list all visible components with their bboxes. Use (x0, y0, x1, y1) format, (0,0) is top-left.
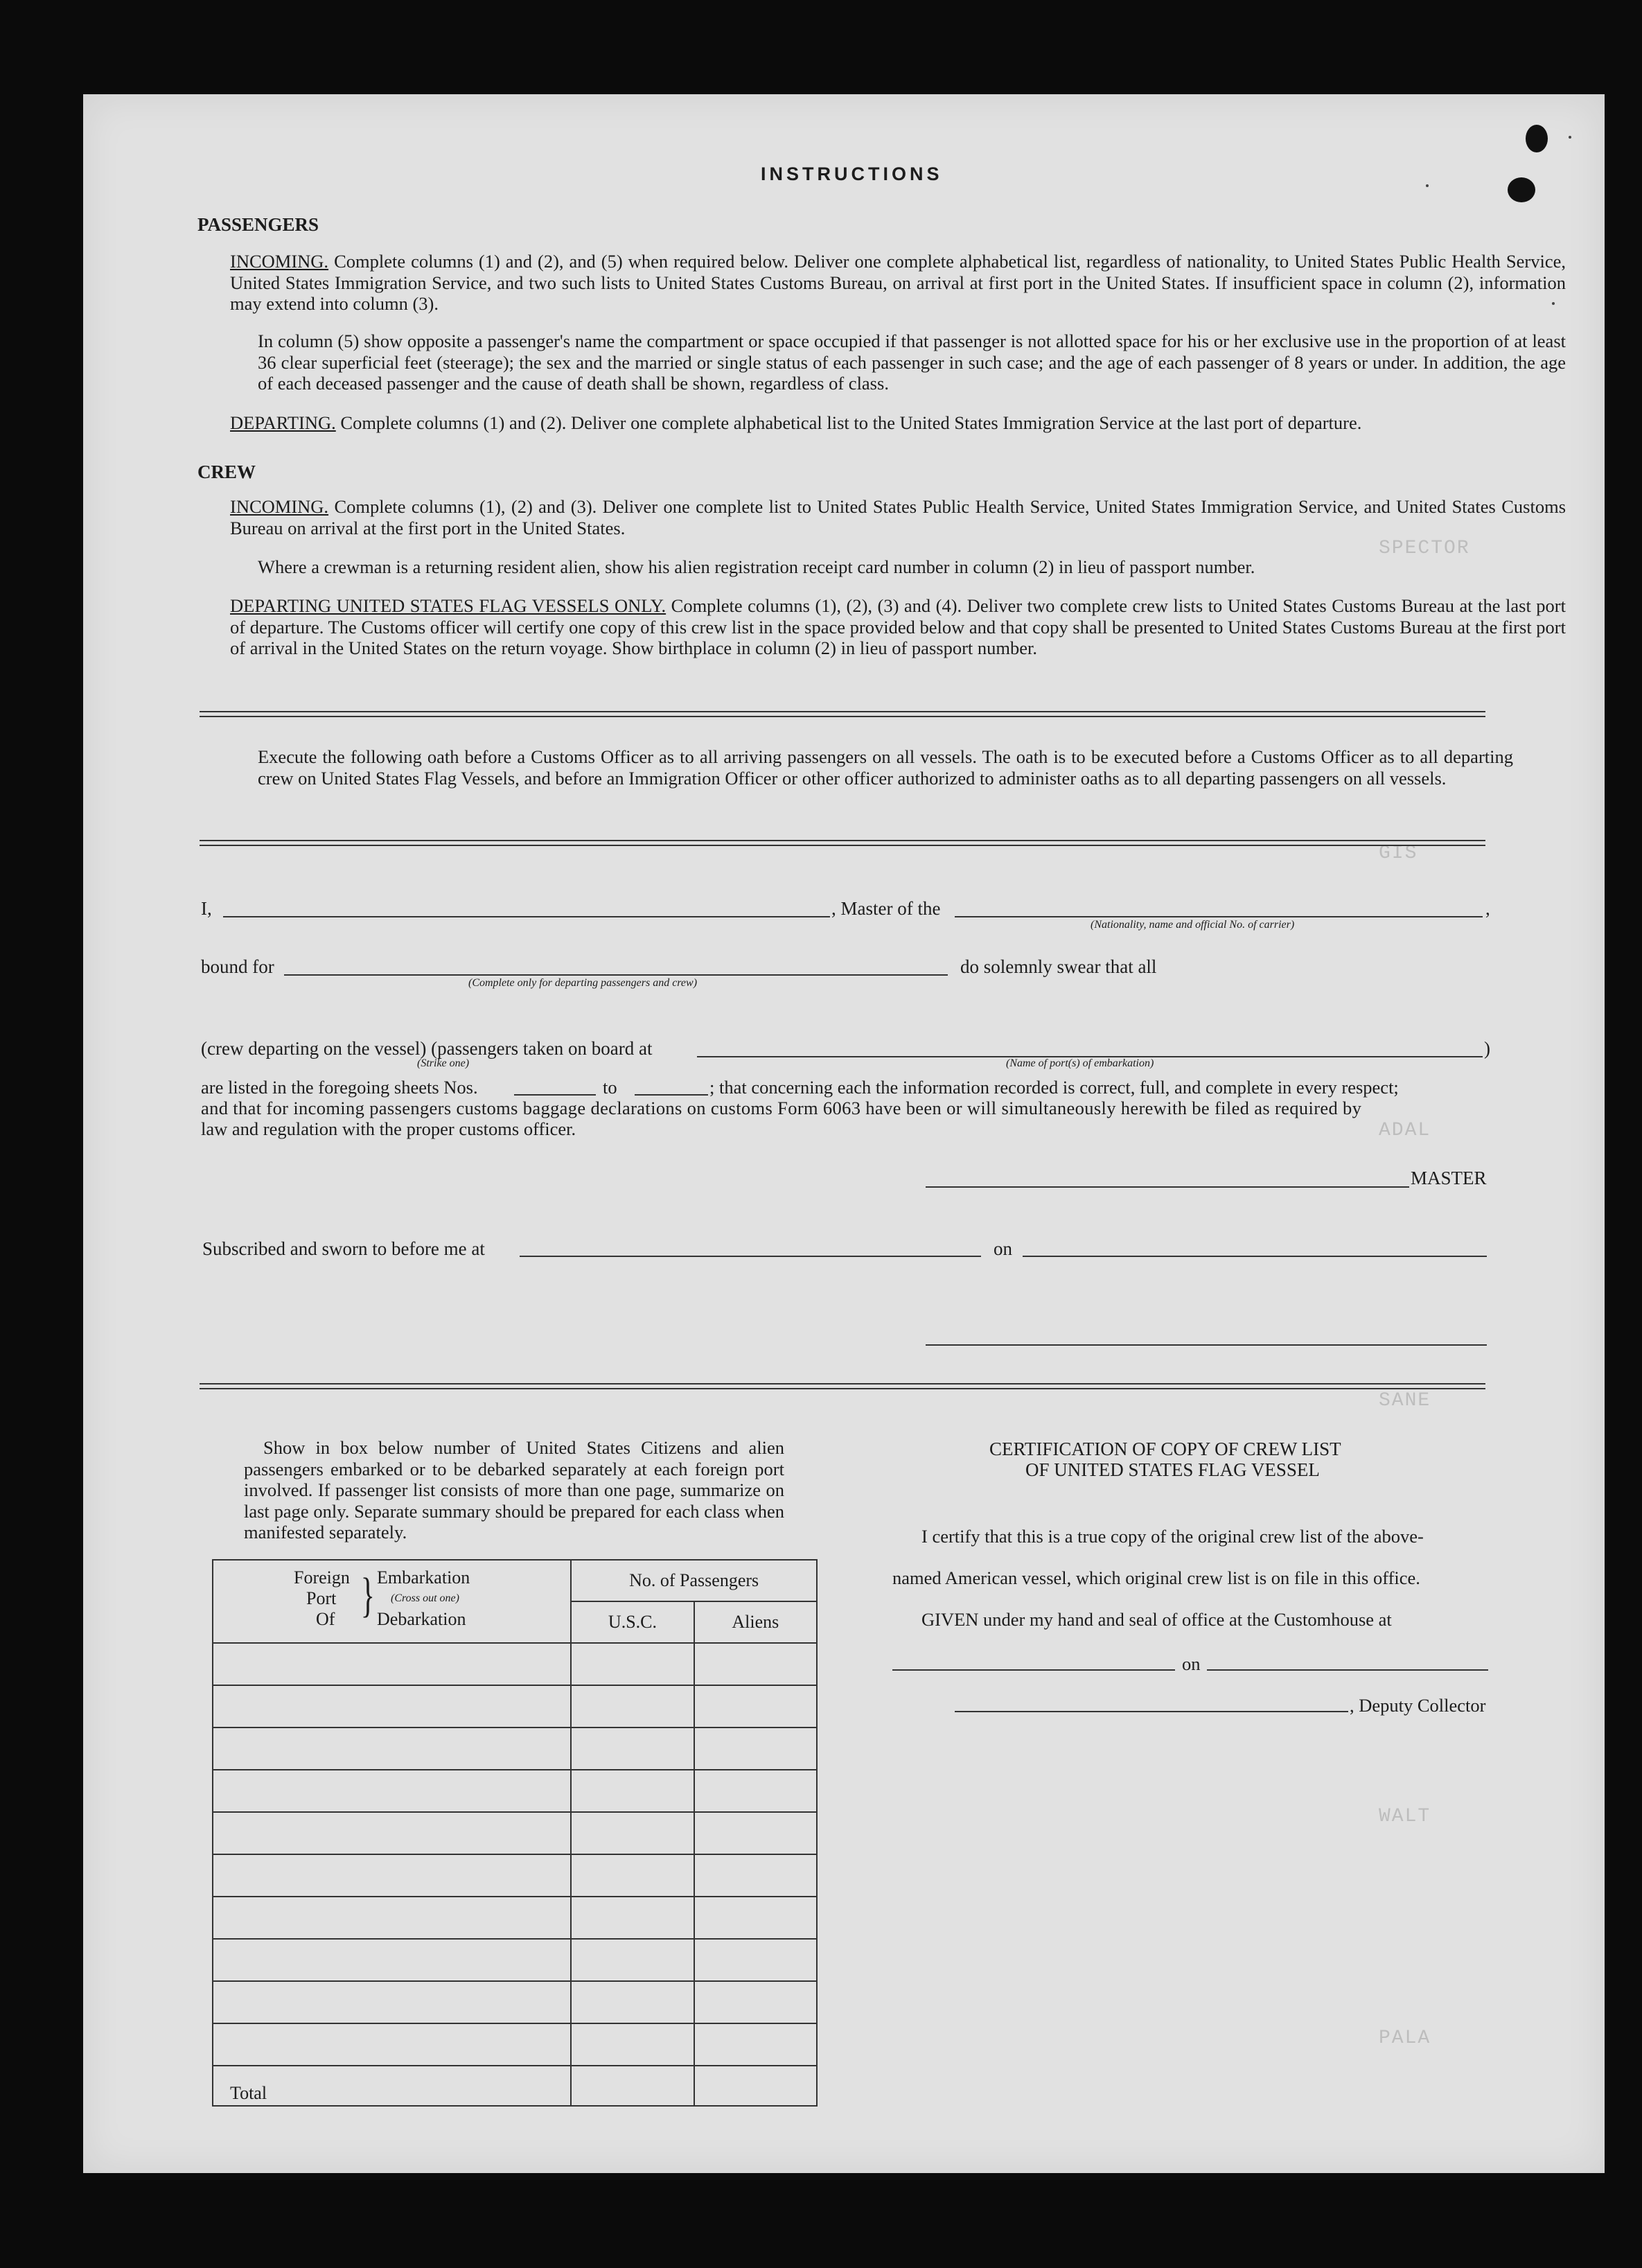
usc-cell[interactable] (571, 1812, 694, 1854)
certification-title-1: CERTIFICATION OF COPY OF CREW LIST (989, 1439, 1341, 1459)
foreign-label: Foreign (294, 1567, 350, 1588)
usc-cell[interactable] (571, 1981, 694, 2023)
port-cell[interactable] (213, 1939, 571, 1981)
aliens-header (694, 1601, 817, 1643)
crew-resident-paragraph: Where a crewman is a returning resident alien, show his alien registration receipt card number in column (2) in lieu of passport number. (258, 556, 1255, 577)
passengers-departing-text: Complete columns (1) and (2). Deliver one complete alphabetical list to the United States Immigration Service at the last port of departure. (340, 412, 1362, 433)
master-label: MASTER (1411, 1168, 1487, 1188)
oath-concerning-text: ; that concerning each the information recorded is correct, full, and complete in every respect; (709, 1077, 1399, 1098)
divider-double (200, 840, 1485, 846)
total-row (213, 2066, 817, 2106)
bleed-through: GIS (1379, 843, 1418, 864)
oath-line2: and that for incoming passengers customs baggage declarations on customs Form 6063 have been or will simultaneously herewith be filed as required by (201, 1098, 1362, 1118)
oath-i-label: I, (201, 898, 212, 919)
aliens-label: Aliens (732, 1612, 779, 1632)
aliens-cell[interactable] (694, 1939, 817, 1981)
oath-close-paren: ) (1484, 1038, 1490, 1059)
usc-cell[interactable] (571, 1643, 694, 1685)
passengers-departing-paragraph (230, 412, 1566, 434)
port-cell[interactable] (213, 1812, 571, 1854)
bleed-through: PALA (1379, 2028, 1431, 2049)
port-cell[interactable] (213, 2023, 571, 2066)
sheet-from-field[interactable] (514, 1094, 596, 1096)
aliens-cell[interactable] (694, 1685, 817, 1728)
passengers-incoming-paragraph (230, 251, 1566, 315)
aliens-cell[interactable] (694, 2023, 817, 2066)
port-cell[interactable] (213, 1643, 571, 1685)
deputy-collector-signature-field[interactable] (955, 1711, 1348, 1712)
usc-cell[interactable] (571, 1897, 694, 1939)
of-label: Of (316, 1609, 335, 1629)
certify-line-1: I certify that this is a true copy of the original crew list of the above- (921, 1526, 1424, 1547)
table-row (213, 1897, 817, 1939)
oath-bound-for-label: bound for (201, 956, 274, 977)
oath-intro: Execute the following oath before a Customs Officer as to all arriving passengers on all vessels. The oath is to be executed before a Customs Officer as to all departing crew on United States Flag Vessels, and before an Immigration Officer or other officer authorized to administer oaths as to all departing passengers on all vessels. (258, 746, 1513, 789)
table-row (213, 1770, 817, 1812)
usc-cell[interactable] (571, 1770, 694, 1812)
subscribed-label: Subscribed and sworn to before me at (202, 1238, 485, 1259)
passenger-summary-table (212, 1559, 818, 2107)
aliens-cell[interactable] (694, 1854, 817, 1897)
crew-incoming-label: INCOMING. (230, 496, 329, 517)
speck (1569, 136, 1571, 139)
passengers-incoming-text: Complete columns (1) and (2), and (5) when required below. Deliver one complete alphabetical list, regardless of nationality, to United States Public Health Service, United States Immigration Service, and two such lists to United States Customs Bureau, on arrival at first port in the United States. If insufficient space in column (2), information may extend into column (3). (230, 251, 1566, 314)
table-row (213, 1939, 817, 1981)
punch-hole-top (1526, 125, 1548, 152)
given-line: GIVEN under my hand and seal of office at the Customhouse at (921, 1609, 1392, 1630)
port-cell[interactable] (213, 1854, 571, 1897)
usc-cell[interactable] (571, 1854, 694, 1897)
passengers-heading: PASSENGERS (197, 214, 319, 235)
oath-swear-text: do solemnly swear that all (960, 956, 1157, 977)
passengers-column5-paragraph: In column (5) show opposite a passenger's name the compartment or space occupied if that passenger is not allotted space for his or her exclusive use in the proportion of at least 36 clear superficial feet (steerage); the sex and the married or single status of each passenger in such case; and the age of each passenger of 8 years or under. In addition, the age of each deceased passenger and the cause of death shall be shown, regardless of class. (258, 331, 1566, 394)
cross-out-hint: (Cross out one) (391, 1592, 459, 1604)
sworn-place-field[interactable] (520, 1256, 981, 1257)
table-row (213, 1685, 817, 1728)
port-cell[interactable] (213, 1897, 571, 1939)
master-signature-field[interactable] (926, 1186, 1409, 1188)
aliens-cell[interactable] (694, 1770, 817, 1812)
crew-heading: CREW (197, 461, 256, 482)
crew-departing-text: Complete columns (1), (2), (3) and (4). Deliver two complete crew lists to United States Customs Bureau at the last port of departure. The Customs officer will certify one copy of this crew list in the space provided below and that copy shall be presented to United States Customs Bureau at the first port of arrival in the United States on the return voyage. Show birthplace in column (2) in lieu of passport number. (230, 595, 1566, 658)
certification-title-2: OF UNITED STATES FLAG VESSEL (1025, 1459, 1320, 1480)
sworn-date-field[interactable] (1023, 1256, 1487, 1257)
usc-cell[interactable] (571, 1939, 694, 1981)
document-sheet (83, 94, 1605, 2173)
bleed-through: WALT (1379, 1806, 1431, 1827)
port-cell[interactable] (213, 1685, 571, 1728)
certification-date-field[interactable] (1207, 1669, 1488, 1671)
crew-incoming-paragraph (230, 496, 1566, 538)
aliens-total-cell[interactable] (694, 2066, 817, 2106)
usc-cell[interactable] (571, 1728, 694, 1770)
destination-field[interactable] (284, 974, 948, 976)
brace-icon: } (360, 1569, 375, 1622)
no-passengers-label: No. of Passengers (629, 1570, 759, 1590)
summary-intro: Show in box below number of United States Citizens and alien passengers embarked or to be debarked separately at each foreign port involved. If passenger list consists of more than one page, summarize on last page only. Separate summary should be prepared for each class when manifested separately. (244, 1437, 784, 1542)
port-cell[interactable] (213, 1770, 571, 1812)
total-cell (213, 2066, 571, 2106)
oath-comma: , (1485, 898, 1490, 919)
crew-departing-paragraph (230, 595, 1566, 659)
usc-label: U.S.C. (608, 1612, 657, 1632)
oath-listed-in-text: are listed in the foregoing sheets Nos. (201, 1077, 478, 1098)
table-header-row (213, 1560, 817, 1601)
aliens-cell[interactable] (694, 1643, 817, 1685)
table-row (213, 2023, 817, 2066)
subscribed-on-label: on (994, 1238, 1012, 1259)
passengers-incoming-label: INCOMING. (230, 251, 329, 272)
bleed-through: ADAL (1379, 1120, 1431, 1141)
aliens-cell[interactable] (694, 1981, 817, 2023)
table-row (213, 1981, 817, 2023)
port-label: Port (306, 1588, 337, 1608)
speck (1426, 184, 1429, 187)
port-cell[interactable] (213, 1728, 571, 1770)
crew-departing-label: DEPARTING UNITED STATES FLAG VESSELS ONLY. (230, 595, 666, 616)
divider-double (200, 1383, 1485, 1389)
no-passengers-header (571, 1560, 817, 1601)
divider-double (200, 711, 1485, 717)
port-cell[interactable] (213, 1981, 571, 2023)
nationality-hint: (Nationality, name and official No. of carrier) (1091, 919, 1295, 931)
ports-hint: (Name of port(s) of embarkation) (1006, 1057, 1154, 1069)
officer-signature-field[interactable] (926, 1344, 1487, 1346)
usc-cell[interactable] (571, 2023, 694, 2066)
foreign-port-header (213, 1560, 571, 1643)
oath-crew-departing-text: (crew departing on the vessel) (passengers taken on board at (201, 1038, 653, 1059)
aliens-cell[interactable] (694, 1728, 817, 1770)
table-row (213, 1854, 817, 1897)
aliens-cell[interactable] (694, 1897, 817, 1939)
usc-total-cell[interactable] (571, 2066, 694, 2106)
certification-place-field[interactable] (892, 1669, 1175, 1671)
usc-cell[interactable] (571, 1685, 694, 1728)
aliens-cell[interactable] (694, 1812, 817, 1854)
usc-header (571, 1601, 694, 1643)
embarkation-label: Embarkation (377, 1567, 470, 1588)
table-row (213, 1728, 817, 1770)
total-label: Total (230, 2083, 267, 2103)
master-name-field[interactable] (223, 916, 830, 917)
oath-master-of-label: , Master of the (831, 898, 941, 919)
certify-line-2: named American vessel, which original crew list is on file in this office. (892, 1567, 1420, 1588)
table-row (213, 1643, 817, 1685)
strike-one-hint: (Strike one) (417, 1057, 470, 1069)
oath-line3: law and regulation with the proper customs officer. (201, 1118, 576, 1139)
carrier-field[interactable] (955, 916, 1483, 917)
oath-to-label: to (603, 1077, 617, 1098)
complete-only-hint: (Complete only for departing passengers and crew) (468, 977, 698, 989)
crew-incoming-text: Complete columns (1), (2) and (3). Deliver one complete list to United States Public Health Service, United States Immigration Service, and United States Customs Bureau on arrival at the first port in the United States. (230, 496, 1566, 538)
certification-on-label: on (1182, 1653, 1201, 1674)
debarkation-label: Debarkation (377, 1609, 466, 1629)
deputy-collector-label: , Deputy Collector (1350, 1695, 1486, 1716)
sheet-to-field[interactable] (635, 1094, 708, 1096)
passengers-departing-label: DEPARTING. (230, 412, 336, 433)
bleed-through: SANE (1379, 1390, 1431, 1412)
page-title: INSTRUCTIONS (761, 164, 943, 184)
punch-hole-bottom (1508, 177, 1535, 202)
table-row (213, 1812, 817, 1854)
bleed-through: SPECTOR (1379, 538, 1470, 559)
